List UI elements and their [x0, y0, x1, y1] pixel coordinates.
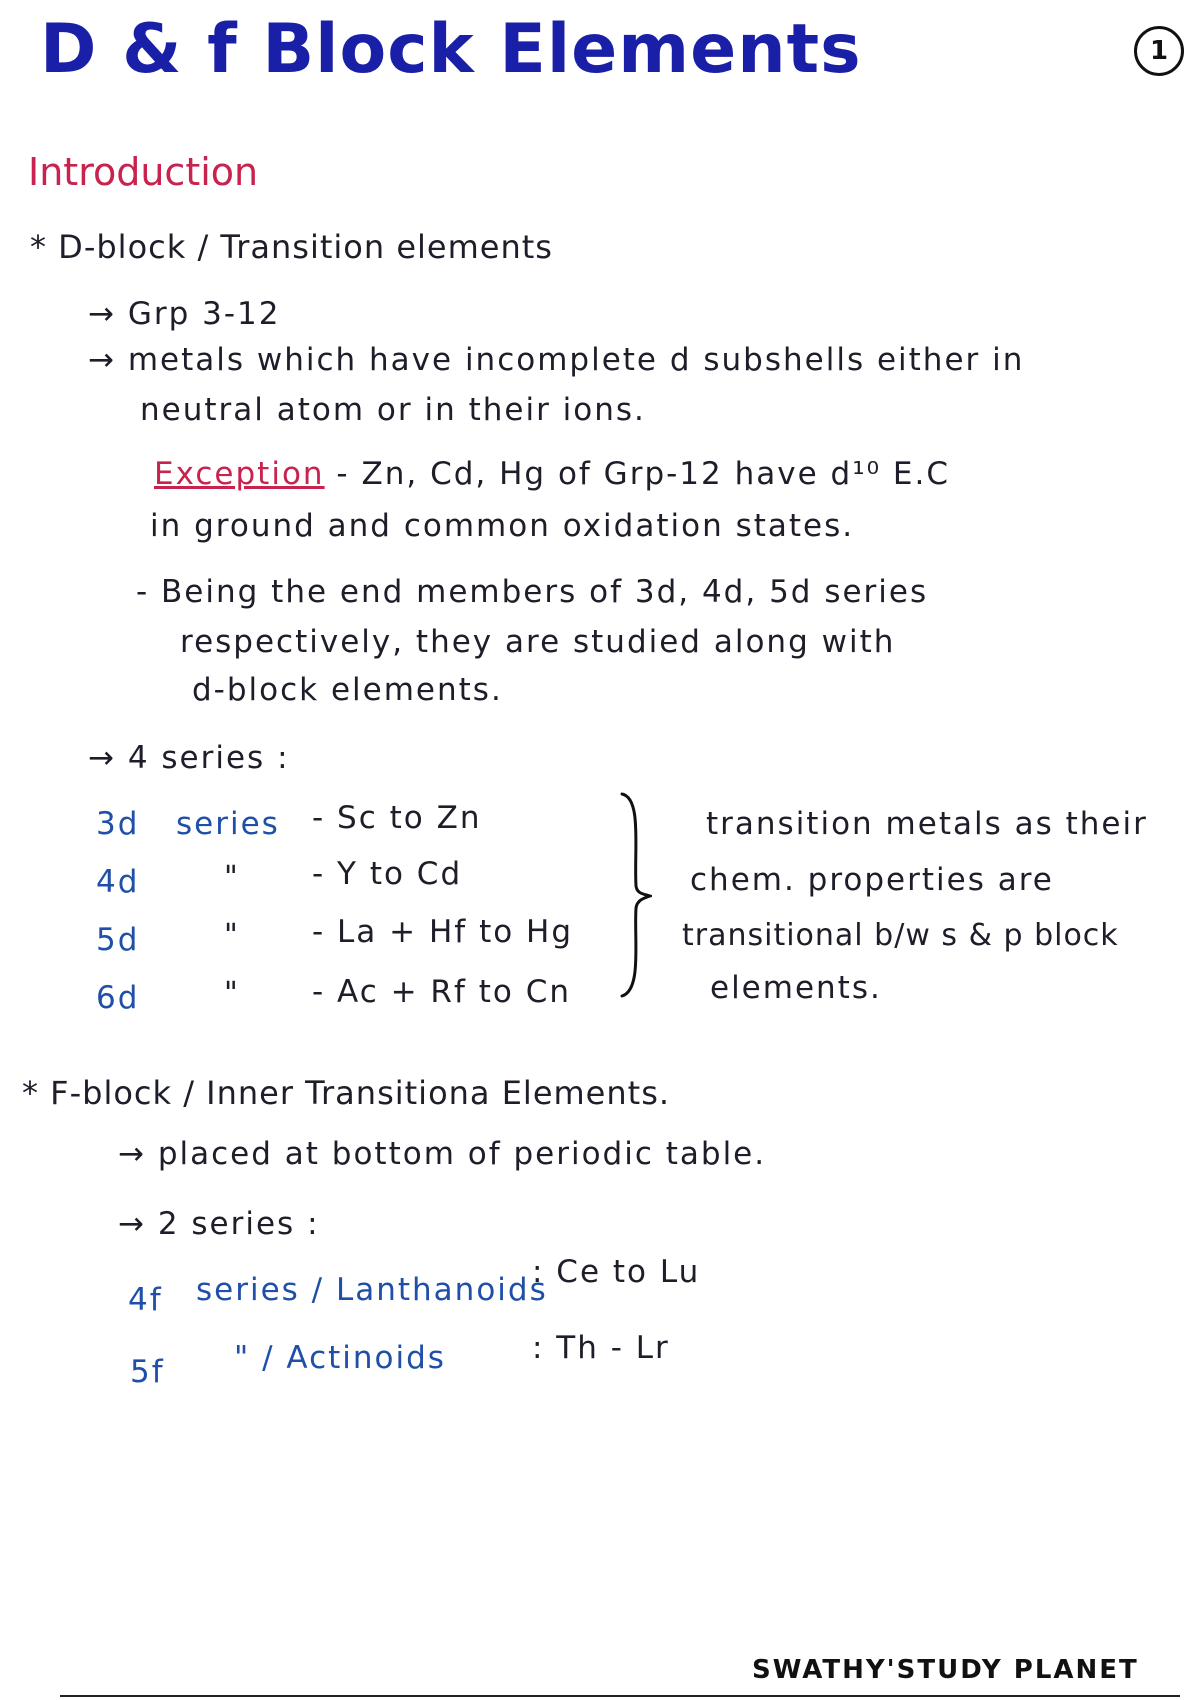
series-5d-label: " [224, 918, 239, 953]
being-line-2: respectively, they are studied along with [180, 624, 896, 660]
exception-label: Exception [154, 456, 325, 492]
f-block-heading: * F-block / Inner Transitiona Elements. [22, 1074, 671, 1112]
side-note-4: elements. [710, 970, 882, 1006]
series-4d-name: 4d [96, 864, 140, 900]
series-6d-name: 6d [96, 980, 140, 1016]
page-number: 1 [1134, 26, 1184, 76]
series-4d-range: - Y to Cd [312, 856, 463, 892]
series-5f-range: : Th - Lr [532, 1330, 670, 1366]
series-4f-name: 4f [128, 1282, 163, 1318]
d-block-heading: * D-block / Transition elements [30, 228, 553, 266]
series-3d-range: - Sc to Zn [312, 800, 482, 836]
being-line-1: - Being the end members of 3d, 4d, 5d series [136, 574, 929, 610]
footer-brand: SWATHY'STUDY PLANET [752, 1655, 1139, 1685]
intro-heading: Introduction [28, 150, 259, 194]
d-block-point-2: → metals which have incomplete d subshells either in [88, 342, 1025, 378]
series-3d-label: series [176, 806, 280, 842]
series-6d-range: - Ac + Rf to Cn [312, 974, 572, 1010]
series-5f-name: 5f [130, 1354, 165, 1390]
series-5f-label: " / Actinoids [234, 1340, 446, 1376]
series-4f-range: : Ce to Lu [532, 1254, 701, 1290]
f-block-point-1: → placed at bottom of periodic table. [118, 1136, 767, 1172]
series-5d-range: - La + Hf to Hg [312, 914, 574, 950]
footer-divider [60, 1695, 1180, 1697]
exception-line-2: in ground and common oxidation states. [150, 508, 855, 544]
f-block-point-2: → 2 series : [118, 1206, 320, 1242]
d-block-point-1: → Grp 3-12 [88, 296, 281, 332]
curly-brace-icon [618, 790, 652, 1000]
series-6d-label: " [224, 976, 239, 1011]
side-note-1: transition metals as their [706, 806, 1148, 842]
series-4f-label: series / Lanthanoids [196, 1272, 548, 1308]
exception-line-1 [154, 456, 950, 492]
series-4d-label: " [224, 860, 239, 895]
d-block-point-3: neutral atom or in their ions. [140, 392, 646, 428]
series-3d-name: 3d [96, 806, 140, 842]
side-note-3: transitional b/w s & p block [682, 918, 1119, 953]
side-note-2: chem. properties are [690, 862, 1054, 898]
series-heading: → 4 series : [88, 740, 290, 776]
series-5d-name: 5d [96, 922, 140, 958]
being-line-3: d-block elements. [192, 672, 503, 708]
exception-text: - Zn, Cd, Hg of Grp-12 have d¹⁰ E.C [324, 456, 950, 492]
page-title: D & f Block Elements [40, 10, 862, 89]
